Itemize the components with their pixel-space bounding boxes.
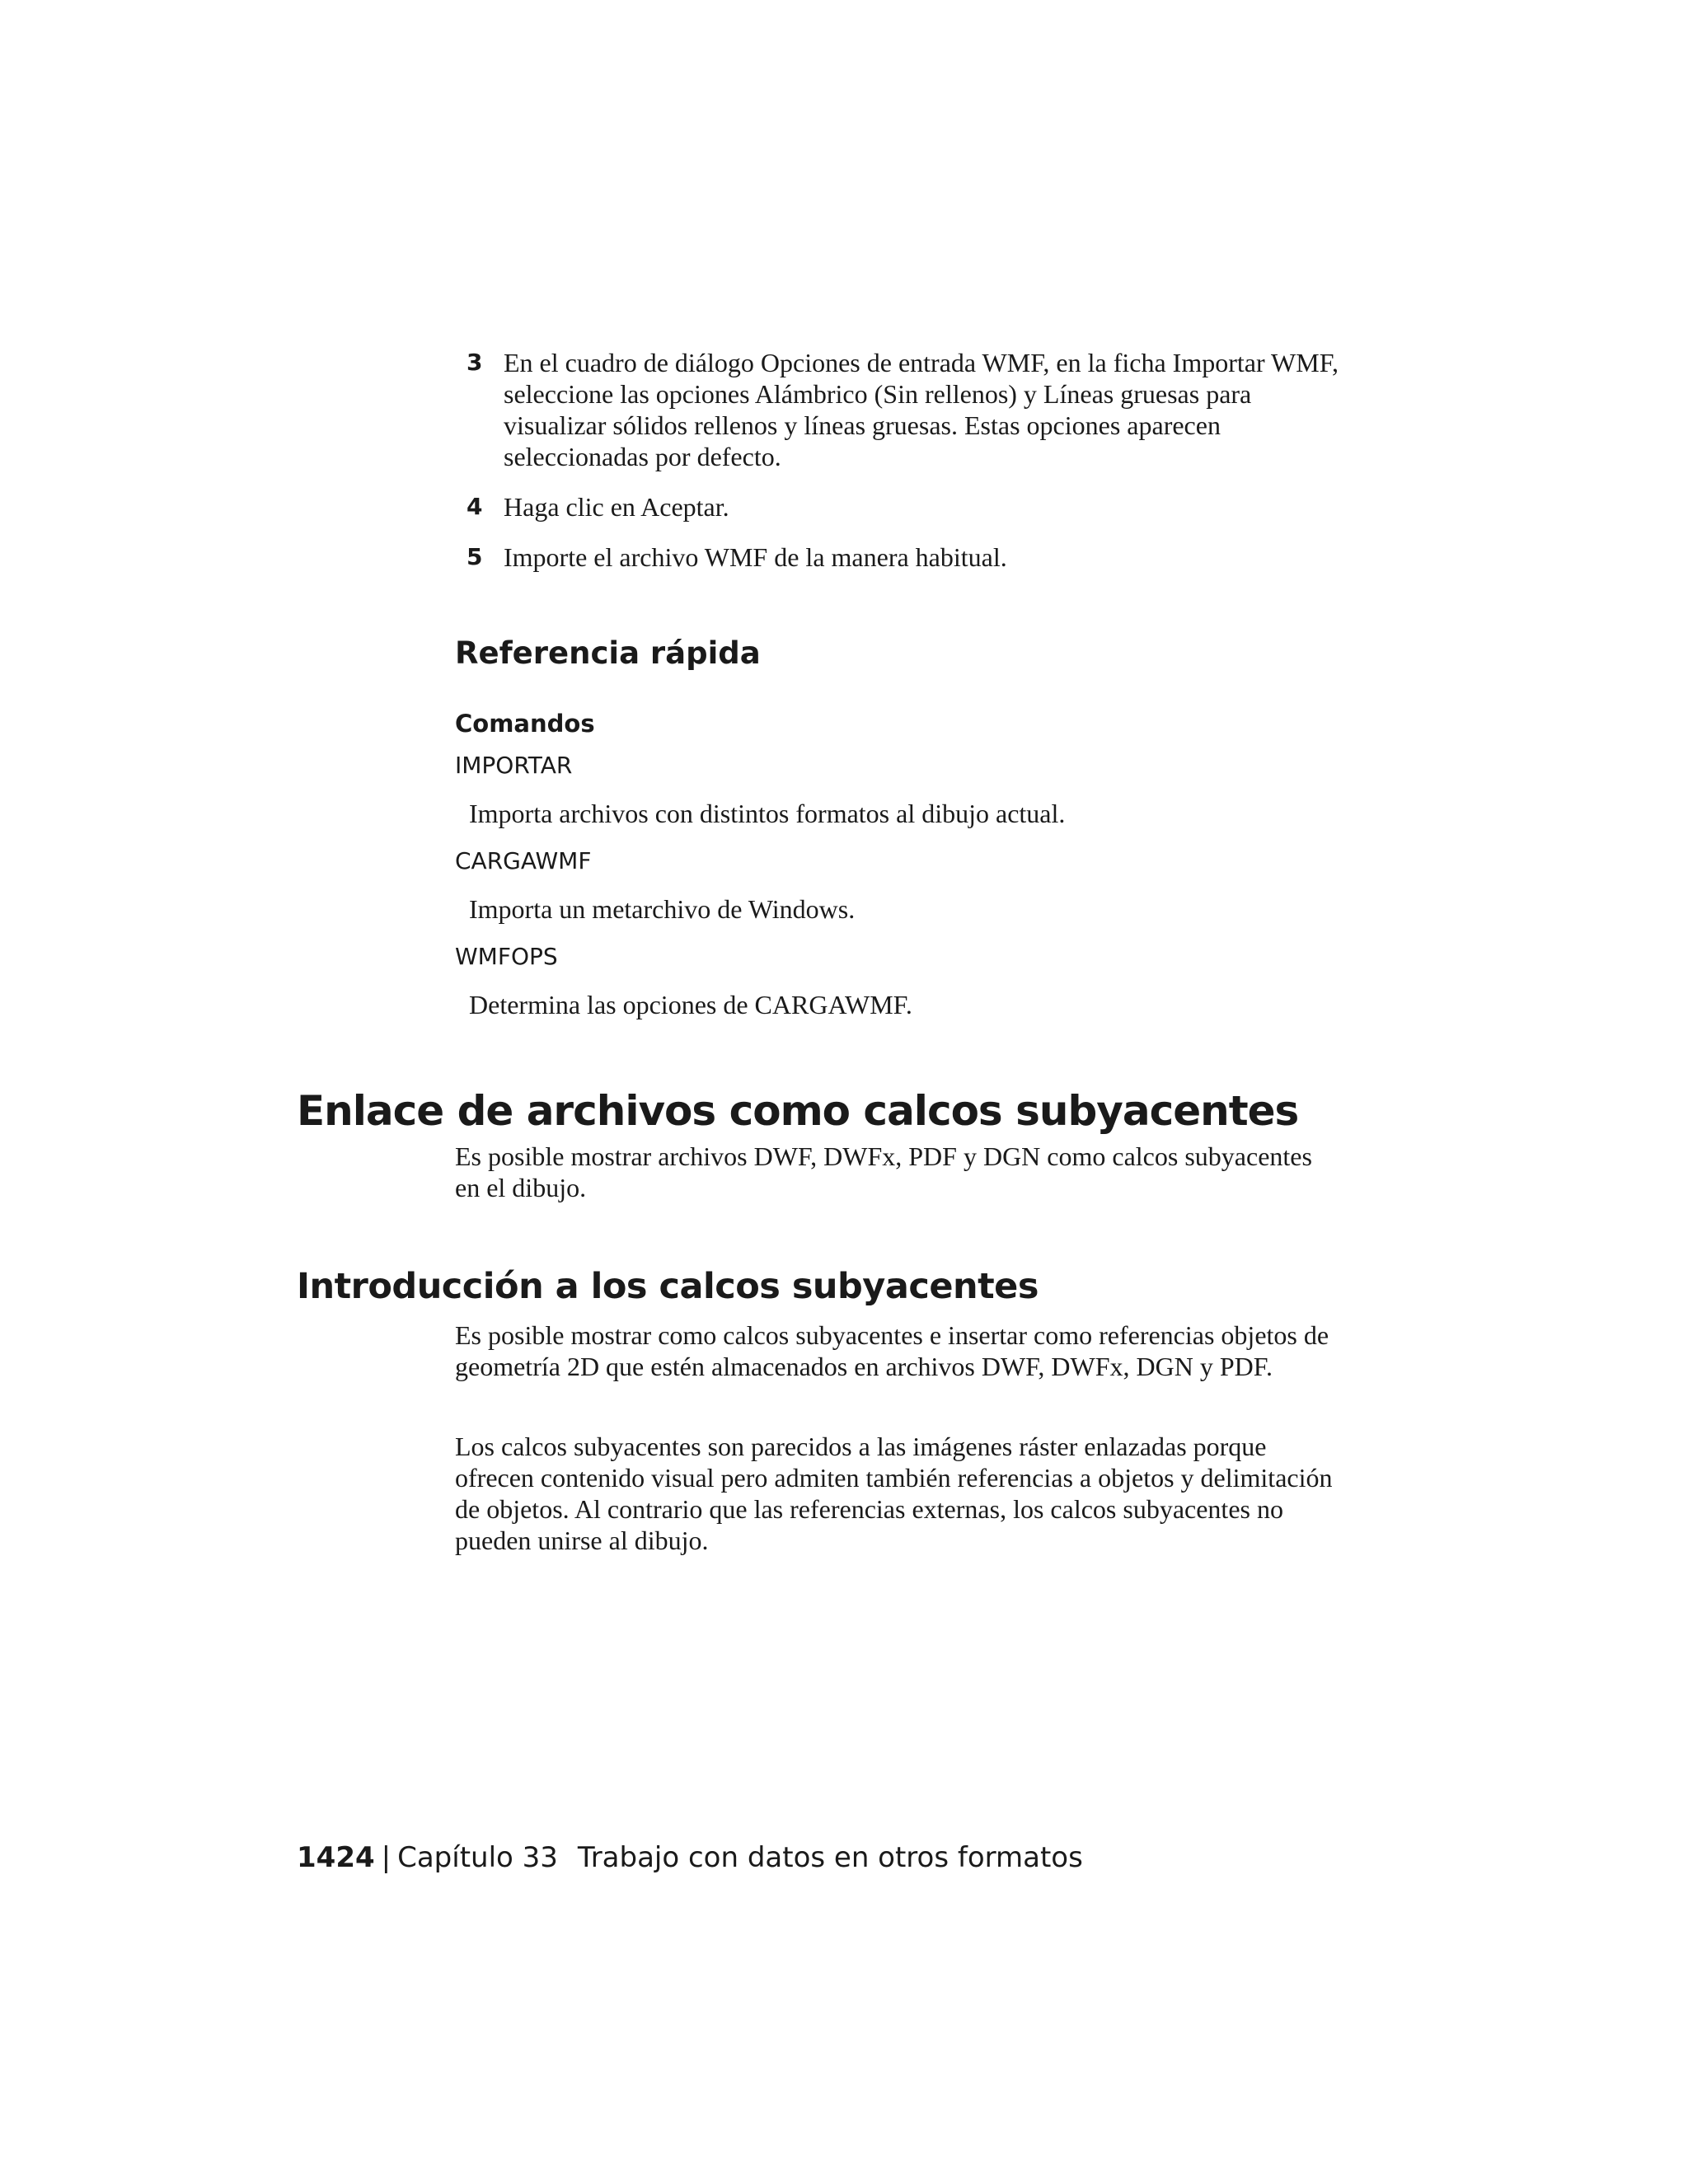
step-text: Haga clic en Aceptar. [504, 492, 729, 522]
footer-separator: | [381, 1841, 392, 1874]
step-text: Importe el archivo WMF de la manera habitual. [504, 542, 1007, 572]
quick-reference-heading: Referencia rápida [455, 635, 761, 671]
command-description-wmfops: Determina las opciones de CARGAWMF. [469, 990, 912, 1019]
page-number: 1424 [297, 1841, 375, 1874]
step-number: 3 [467, 349, 483, 376]
command-description-cargawmf: Importa un metarchivo de Windows. [469, 894, 856, 924]
chapter-label: Capítulo 33 [397, 1841, 558, 1874]
numbered-steps [467, 347, 1340, 592]
command-description-importar: Importa archivos con distintos formatos al dibujo actual. [469, 799, 1066, 828]
subsection-paragraph-1: Es posible mostrar como calcos subyacentes e insertar como referencias objetos de geometría 2D que estén almacenados en archivos DWF, DWFx, DGN y PDF. [455, 1320, 1329, 1381]
subsection-paragraph-2: Los calcos subyacentes son parecidos a las imágenes ráster enlazadas porque ofrecen contenido visual pero admiten también referencias a objetos y delimitación de objetos. Al contrario que las referencias externas, los calcos subyacentes no pueden unirse al dibujo. [455, 1432, 1333, 1555]
step-number: 4 [467, 493, 483, 520]
command-name-wmfops: WMFOPS [455, 943, 558, 970]
commands-heading: Comandos [455, 710, 595, 738]
section-heading: Enlace de archivos como calcos subyacentes [297, 1087, 1299, 1135]
page-footer [297, 1840, 1083, 1876]
step-3 [467, 347, 1340, 472]
step-4 [467, 491, 1340, 523]
command-name-cargawmf: CARGAWMF [455, 847, 592, 874]
step-number: 5 [467, 543, 483, 570]
step-text: En el cuadro de diálogo Opciones de entrada WMF, en la ficha Importar WMF, seleccione las opciones Alámbrico (Sin rellenos) y Líneas gruesas para visualizar sólidos rellenos y líneas gruesas. Estas opciones aparecen seleccionadas por defecto. [504, 348, 1339, 471]
chapter-title: Trabajo con datos en otros formatos [577, 1841, 1083, 1874]
subsection-heading: Introducción a los calcos subyacentes [297, 1266, 1039, 1307]
step-5 [467, 541, 1340, 573]
section-intro: Es posible mostrar archivos DWF, DWFx, PDF y DGN como calcos subyacentes en el dibujo. [455, 1141, 1312, 1202]
command-name-importar: IMPORTAR [455, 752, 573, 779]
